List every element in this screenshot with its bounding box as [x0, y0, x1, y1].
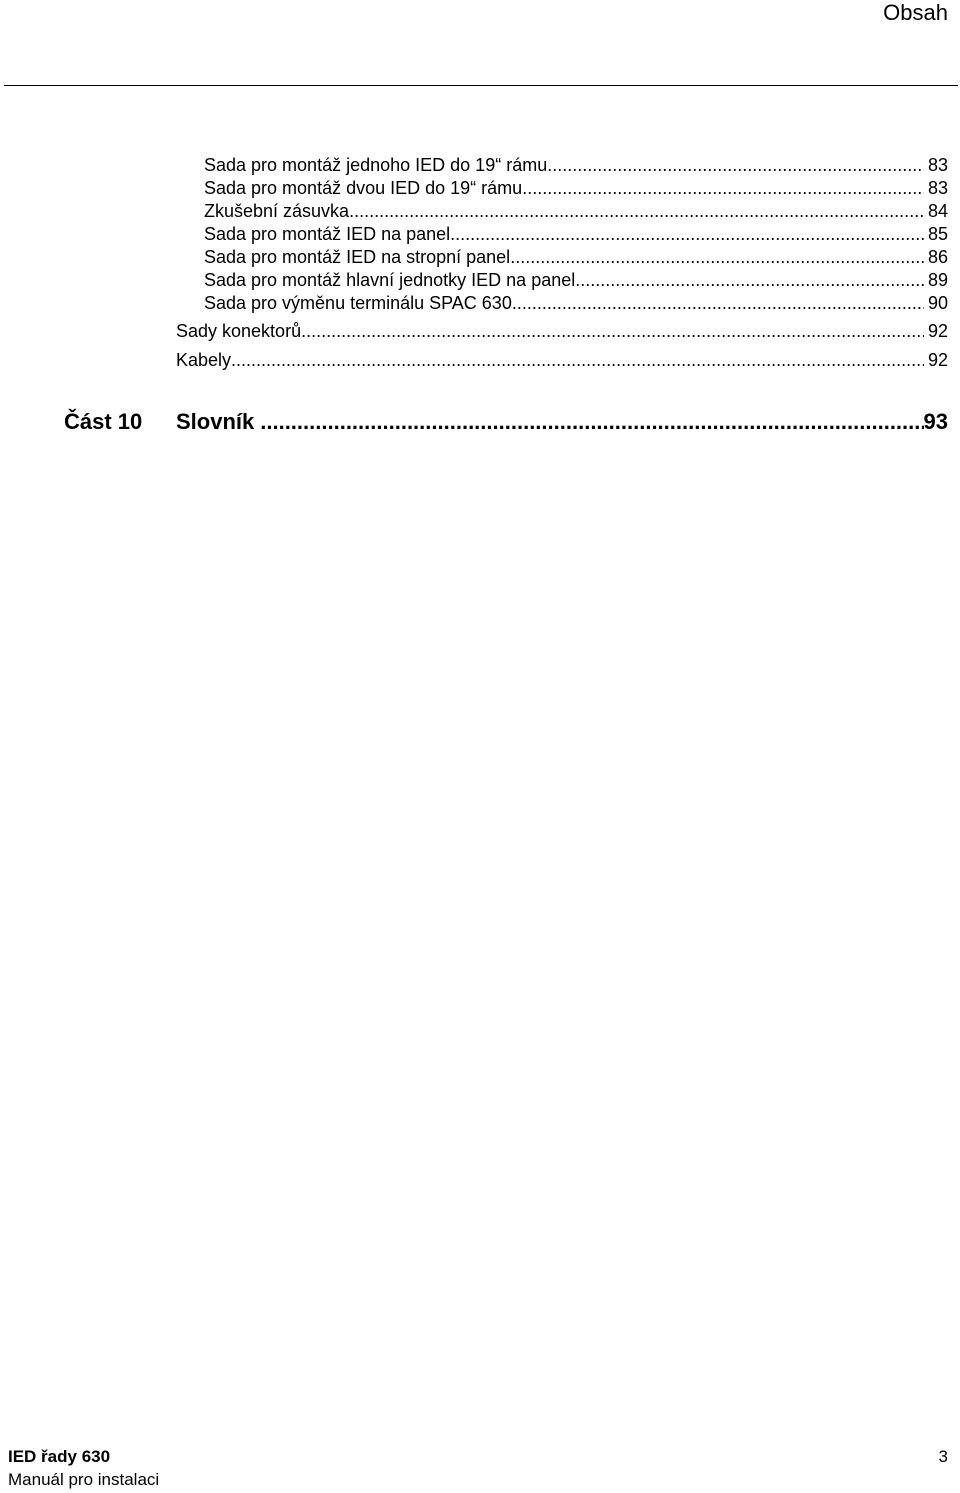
footer-product: IED řady 630 — [8, 1447, 111, 1466]
toc-entry-label: Sady konektorů — [176, 321, 302, 341]
toc-entry[interactable] — [204, 199, 948, 223]
header-title: Obsah — [883, 0, 948, 25]
toc-entry-label: Sada pro montáž dvou IED do 19“ rámu — [204, 178, 523, 198]
toc-entry-page: 84 — [927, 201, 948, 221]
toc-entry-label: Kabely — [176, 350, 232, 370]
toc-part-entry[interactable] — [64, 407, 948, 437]
toc-entry[interactable] — [204, 222, 948, 246]
toc-entry-page: 86 — [927, 247, 948, 267]
dot-leader — [349, 199, 924, 223]
dot-leader — [260, 407, 923, 437]
dot-leader — [575, 268, 924, 292]
footer-document: Manuál pro instalaci — [8, 1470, 160, 1489]
toc-entry-page: 83 — [927, 178, 948, 198]
toc-entry-page: 83 — [927, 155, 948, 175]
toc-entry-page: 89 — [927, 270, 948, 290]
dot-leader — [231, 348, 924, 372]
toc-entry[interactable] — [204, 245, 948, 269]
toc-entry-label: Sada pro montáž IED na panel — [204, 224, 451, 244]
dot-leader — [547, 153, 924, 177]
toc-part-page: 93 — [923, 409, 948, 434]
dot-leader — [510, 245, 924, 269]
footer-page-number: 3 — [938, 1447, 948, 1466]
dot-leader — [522, 176, 924, 200]
toc-entry-page: 90 — [927, 293, 948, 313]
toc-entry[interactable] — [204, 291, 948, 315]
toc-entry[interactable] — [204, 153, 948, 177]
dot-leader — [301, 319, 924, 343]
toc-entry[interactable] — [176, 319, 948, 343]
toc-part-number: Část 10 — [64, 409, 143, 434]
toc-part-label: Slovník — [176, 409, 255, 434]
toc-entry-page: 85 — [927, 224, 948, 244]
toc-entry-label: Zkušební zásuvka — [204, 201, 350, 221]
toc-entry-page: 92 — [927, 321, 948, 341]
toc-entry-label: Sada pro montáž jednoho IED do 19“ rámu — [204, 155, 548, 175]
toc-entry-label: Sada pro výměnu terminálu SPAC 630 — [204, 293, 512, 313]
toc-entry[interactable] — [176, 348, 948, 372]
toc-entry-label: Sada pro montáž IED na stropní panel — [204, 247, 511, 267]
header-divider — [4, 85, 958, 86]
toc-entry[interactable] — [204, 268, 948, 292]
toc-entry-label: Sada pro montáž hlavní jednotky IED na panel — [204, 270, 576, 290]
dot-leader — [512, 291, 924, 315]
toc-entry[interactable] — [204, 176, 948, 200]
dot-leader — [450, 222, 924, 246]
toc-entry-page: 92 — [927, 350, 948, 370]
